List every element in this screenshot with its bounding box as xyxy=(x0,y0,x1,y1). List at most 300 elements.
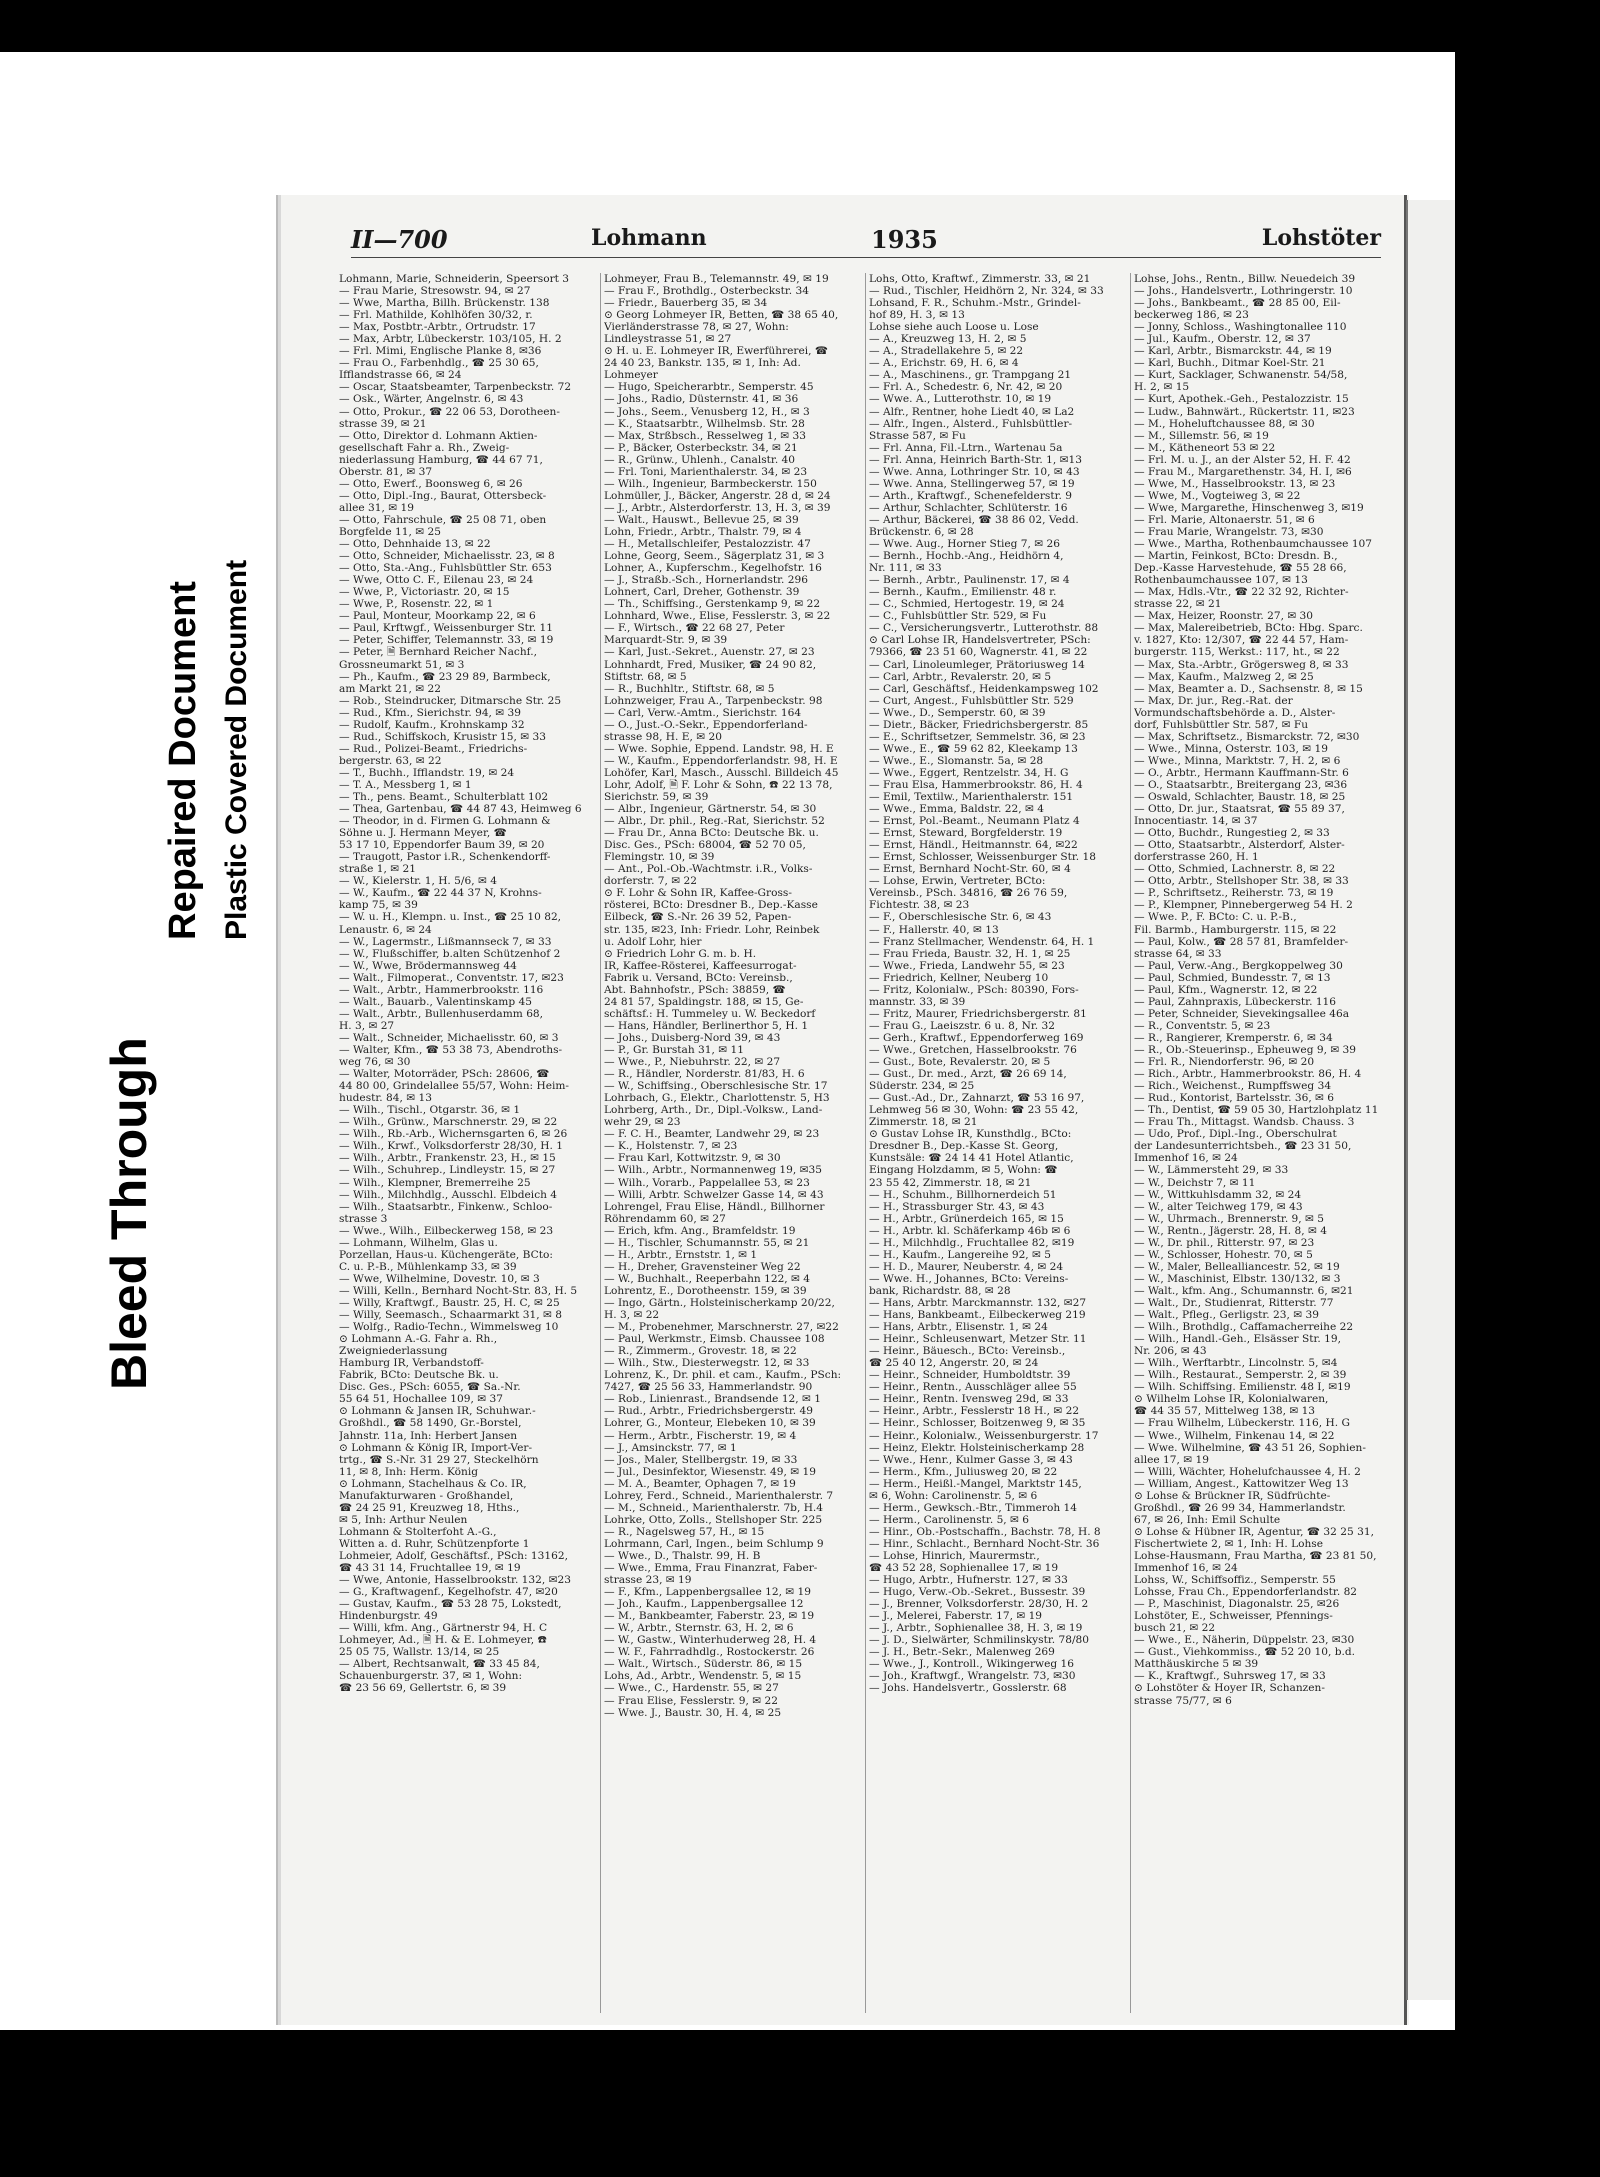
directory-entry-line: — Wolfg., Radio-Techn., Wimmelsweg 10 xyxy=(339,1321,559,1334)
directory-entry-line: — Arth., Kraftwgf., Schenefelderstr. 9 xyxy=(869,489,1072,502)
column-1 xyxy=(339,273,597,2013)
directory-entry-line: — Erich, kfm. Ang., Bramfeldstr. 19 xyxy=(604,1224,796,1237)
directory-entry-line: — Ernst, Steward, Borgfelderstr. 19 xyxy=(869,827,1063,840)
directory-entry-line: Lohse-Hausmann, Frau Martha, ☎ 23 81 50, xyxy=(1134,1549,1377,1562)
directory-entry-line: — Kurt, Sacklager, Schwanenstr. 54/58, xyxy=(1134,369,1348,382)
directory-entry-line: — W., alter Teichweg 179, ✉ 43 xyxy=(1134,1200,1303,1213)
directory-entry-line: strasse 23, ✉ 19 xyxy=(604,1574,692,1587)
directory-entry-line: ⊙ Lohmann & König IR, Import-Ver- xyxy=(339,1441,533,1454)
directory-entry-line: — Jos., Maler, Stellbergstr. 19, ✉ 33 xyxy=(604,1453,798,1466)
directory-entry-line: — Rud., Schiffskoch, Krusistr 15, ✉ 33 xyxy=(339,730,546,743)
directory-entry-line: — Otto, Buchdr., Rungestieg 2, ✉ 33 xyxy=(1134,827,1330,840)
directory-entry-line: Abt. Bahnhofstr., PSch: 38859, ☎ xyxy=(604,983,786,996)
directory-entry-line: — Frl. Toni, Marienthalerstr. 34, ✉ 23 xyxy=(604,465,808,478)
document-condition-labels xyxy=(100,400,270,1400)
directory-entry-line: Lenaustr. 6, ✉ 24 xyxy=(339,923,432,936)
directory-entry-line: — O., Just.-O.-Sekr., Eppendorferland- xyxy=(604,718,808,731)
scan-border-top xyxy=(0,0,1600,52)
directory-entry-line: — H., Arbtr. kl. Schäferkamp 46b ✉ 6 xyxy=(869,1224,1071,1237)
directory-entry-line: — Frau O., Farbenhdlg., ☎ 25 30 65, xyxy=(339,357,539,370)
directory-entry-line: — Oscar, Staatsbeamter, Tarpenbeckstr. 72 xyxy=(339,381,572,394)
directory-entry-line: Vereinsb., PSch. 34816, ☎ 26 76 59, xyxy=(869,887,1068,900)
directory-entry-line: niederlassung Hamburg, ☎ 44 67 71, xyxy=(339,453,543,466)
directory-entry-line: — Wilh., Stw., Diesterwegstr. 12, ✉ 33 xyxy=(604,1357,810,1370)
directory-entry-line: Disc. Ges., PSch: 6055, ☎ Sa.-Nr. xyxy=(339,1381,521,1394)
directory-entry-line: 53 17 10, Eppendorfer Baum 39, ✉ 20 xyxy=(339,839,545,852)
directory-entry-line: Süderstr. 234, ✉ 25 xyxy=(869,1080,975,1093)
directory-entry-line: — Wwe. A., Lutterothstr. 10, ✉ 19 xyxy=(869,393,1052,406)
directory-entry-line: — Wwe, Otto C. F., Eilenau 23, ✉ 24 xyxy=(339,574,534,587)
directory-entry-line: — G., Kraftwagenf., Kegelhofstr. 47, ✉20 xyxy=(339,1586,558,1599)
directory-entry-line: Oberstr. 81, ✉ 37 xyxy=(339,465,433,478)
directory-entry-line: schäftsf.: H. Tummeley u. W. Beckedorf xyxy=(604,1007,816,1020)
directory-entry-line: — P., Schriftsetz., Reiherstr. 73, ✉ 19 xyxy=(1134,887,1334,900)
directory-entry-line: — Albr., Ingenieur, Gärtnerstr. 54, ✉ 30 xyxy=(604,803,817,816)
directory-entry-line: — Paul, Verw.-Ang., Bergkoppelweg 30 xyxy=(1134,959,1343,972)
directory-entry-line: 24 81 57, Spaldingstr. 188, ✉ 15, Ge- xyxy=(604,995,804,1008)
directory-entry-line: — Walt., Arbtr., Hammerbrookstr. 116 xyxy=(339,983,544,996)
directory-entry-line: — Wwe, Margarethe, Hinschenweg 3, ✉19 xyxy=(1134,501,1364,514)
directory-entry-line: Lohstöter, E., Schweisser, Pfennings- xyxy=(1134,1610,1333,1623)
directory-entry-line: Lohnert, Carl, Dreher, Gothenstr. 39 xyxy=(604,586,800,599)
directory-entry-line: Hindenburgstr. 49 xyxy=(339,1610,438,1623)
directory-entry-line: Porzellan, Haus-u. Küchengeräte, BCto: xyxy=(339,1248,553,1261)
directory-entry-line: — Rob., Linienrast., Brandsende 12, ✉ 1 xyxy=(604,1393,822,1406)
directory-entry-line: — H., Kaufm., Langereihe 92, ✉ 5 xyxy=(869,1248,1052,1261)
scan-border-bottom xyxy=(0,2030,1600,2177)
directory-entry-line: — Frau G., Laeiszstr. 6 u. 8, Nr. 32 xyxy=(869,1019,1055,1032)
directory-entry-line: Rothenbaumchaussee 107, ✉ 13 xyxy=(1134,574,1308,587)
directory-entry-line: — Heinr., Rentn., Ausschläger allee 55 xyxy=(869,1381,1077,1394)
directory-entry-line: Immenhof 16, ✉ 24 xyxy=(1134,1562,1238,1575)
directory-entry-line: Marquardt-Str. 9, ✉ 39 xyxy=(604,634,728,647)
directory-entry-line: — M., Hoheluftchaussee 88, ✉ 30 xyxy=(1134,417,1315,430)
directory-entry-line: — Wilh., Rb.-Arb., Wichernsgarten 6, ✉ 26 xyxy=(339,1128,568,1141)
directory-entry-line: ⊙ H. u. E. Lohmeyer IR, Ewerführerei, ☎ xyxy=(604,345,829,358)
directory-entry-line: — J., Arbtr., Sophienallee 38, H. 3, ✉ 19 xyxy=(869,1622,1083,1635)
directory-entry-line: — Lohse, Hinrich, Maurermstr., xyxy=(869,1549,1040,1562)
directory-entry-line: — Willy, Seemasch., Schaarmarkt 31, ✉ 8 xyxy=(339,1309,562,1322)
directory-entry-line: — Wwe., Eggert, Rentzelstr. 34, H. G xyxy=(869,766,1069,779)
directory-entry-line: Fil. Barmb., Hamburgerstr. 115, ✉ 22 xyxy=(1134,923,1337,936)
directory-entry-line: — Walt., Filmoperat., Conventstr. 17, ✉23 xyxy=(339,971,564,984)
directory-entry-line: — M. A., Beamter, Ophagen 7, ✉ 19 xyxy=(604,1477,796,1490)
directory-entry-line: — M., Probenehmer, Marschnerstr. 27, ✉22 xyxy=(604,1321,839,1334)
directory-entry-line: — W., Lämmersteht 29, ✉ 33 xyxy=(1134,1164,1289,1177)
directory-entry-line: — Otto, Prokur., ☎ 22 06 53, Dorotheen- xyxy=(339,405,560,418)
directory-entry-line: burgerstr. 115, Werkst.: 117, ht., ✉ 22 xyxy=(1134,646,1340,659)
directory-entry-line: Eilbeck, ☎ S.-Nr. 26 39 52, Papen- xyxy=(604,911,792,924)
directory-entry-line: ⊙ Lohstöter & Hoyer IR, Schanzen- xyxy=(1134,1682,1325,1695)
directory-entry-line: — A., Maschinens., gr. Trampgang 21 xyxy=(869,369,1072,382)
column-divider xyxy=(865,273,866,2013)
directory-entry-line: — Max, Postbtr.-Arbtr., Ortrudstr. 17 xyxy=(339,321,536,334)
directory-entry-line: H. 2, ✉ 15 xyxy=(1134,381,1190,394)
directory-entry-line: — Paul, Krftwgf., Weissenburger Str. 11 xyxy=(339,622,553,635)
directory-entry-line: Großhdl., ☎ 26 99 34, Hammerlandstr. xyxy=(1134,1501,1346,1514)
directory-entry-line: — Ludw., Bahnwärt., Rückertstr. 11, ✉23 xyxy=(1134,405,1355,418)
column-2 xyxy=(604,273,862,2013)
directory-entry-line: — Ant., Pol.-Ob.-Wachtmstr. i.R., Volks- xyxy=(604,863,813,876)
directory-entry-line: — Th., pens. Beamt., Schulterblatt 102 xyxy=(339,791,549,804)
directory-entry-line: — Wilh., Restaurat., Semperstr. 2, ✉ 39 xyxy=(1134,1369,1347,1382)
directory-entry-line: — Wilh., Milchhdlg., Ausschl. Elbdeich 4 xyxy=(339,1188,558,1201)
directory-entry-line: ⊙ Friedrich Lohr G. m. b. H. xyxy=(604,947,757,960)
directory-entry-line: rösterei, BCto: Dresdner B., Dep.-Kasse xyxy=(604,899,818,912)
directory-entry-line: ☎ 44 35 57, Mittelweg 138, ✉ 13 xyxy=(1134,1405,1316,1418)
directory-entry-line: — Otto, Ewerf., Boonsweg 6, ✉ 26 xyxy=(339,477,523,490)
directory-entry-line: — Wwe., E., Näherin, Düppelstr. 23, ✉30 xyxy=(1134,1634,1355,1647)
directory-entry-line: — Ernst, Händl., Heitmannstr. 64, ✉22 xyxy=(869,839,1078,852)
directory-entry-line: — Thea, Gartenbau, ☎ 44 87 43, Heimweg 6 xyxy=(339,803,582,816)
directory-entry-line: Lohrer, G., Monteur, Elebeken 10, ✉ 39 xyxy=(604,1417,816,1430)
directory-entry-line: — W., Uhrmach., Brennerstr. 9, ✉ 5 xyxy=(1134,1212,1325,1225)
directory-entry-line: — Oswald, Schlachter, Baustr. 18, ✉ 25 xyxy=(1134,791,1346,804)
directory-entry-line: — Wilh., Schuhrep., Lindleystr. 15, ✉ 27 xyxy=(339,1164,556,1177)
directory-entry-line: — Frl. A., Schedestr. 6, Nr. 42, ✉ 20 xyxy=(869,381,1063,394)
directory-entry-line: ☎ 43 31 14, Fruchtallee 19, ✉ 19 xyxy=(339,1562,521,1575)
directory-entry-line: — Arthur, Bäckerei, ☎ 38 86 02, Vedd. xyxy=(869,513,1079,526)
directory-entry-line: Nr. 111, ✉ 33 xyxy=(869,562,942,575)
directory-entry-line: — Otto, Staatsarbtr., Alsterdorf, Alster- xyxy=(1134,839,1345,852)
entry-columns xyxy=(339,273,1399,2013)
directory-entry-line: — Th., Schiffsing., Gerstenkamp 9, ✉ 22 xyxy=(604,598,821,611)
directory-entry-line: — W., Deichstr 7, ✉ 11 xyxy=(1134,1176,1256,1189)
directory-entry-line: strasse 98, H. E, ✉ 20 xyxy=(604,730,722,743)
directory-entry-line: — Walt., Schneider, Michaelisstr. 60, ✉ 3 xyxy=(339,1031,559,1044)
directory-entry-line: — Karl, Arbtr., Bismarckstr. 44, ✉ 19 xyxy=(1134,345,1332,358)
directory-entry-line: — Herm., Arbtr., Fischerstr. 19, ✉ 4 xyxy=(604,1429,797,1442)
directory-entry-line: — W., Maschinist, Elbstr. 130/132, ✉ 3 xyxy=(1134,1272,1341,1285)
directory-entry-line: — Lohmann, Wilhelm, Glas u. xyxy=(339,1236,498,1249)
directory-entry-line: — Wwe., Emma, Frau Finanzrat, Faber- xyxy=(604,1562,818,1575)
directory-entry-line: — Wilh., Ingenieur, Barmbeckerstr. 150 xyxy=(604,477,817,490)
directory-entry-line: — Johs., Seem., Venusberg 12, H., ✉ 3 xyxy=(604,405,810,418)
directory-entry-line: — Bernh., Kaufm., Emilienstr. 48 r. xyxy=(869,586,1057,599)
directory-entry-line: bank, Richardstr. 88, ✉ 28 xyxy=(869,1284,1011,1297)
directory-entry-line: Stiftstr. 68, ✉ 5 xyxy=(604,670,687,683)
directory-entry-line: — H., Tischler, Schumannstr. 55, ✉ 21 xyxy=(604,1236,810,1249)
directory-entry-line: — Wwe. Anna, Stellingerweg 57, ✉ 19 xyxy=(869,477,1075,490)
directory-entry-line: kamp 75, ✉ 39 xyxy=(339,899,418,912)
directory-entry-line: Lohmann, Marie, Schneiderin, Speersort 3 xyxy=(339,273,570,285)
directory-entry-line: — Walt., Hauswt., Bellevue 25, ✉ 39 xyxy=(604,513,799,526)
directory-entry-line: C. u. P.-B., Mühlenkamp 33, ✉ 39 xyxy=(339,1260,517,1273)
directory-entry-line: — Max, Beamter a. D., Sachsenstr. 8, ✉ 15 xyxy=(1134,682,1363,695)
directory-entry-line: — Heinr., Schleusenwart, Metzer Str. 11 xyxy=(869,1333,1087,1346)
directory-entry-line: — Otto, Dr. jur., Staatsrat, ☎ 55 89 37, xyxy=(1134,803,1345,816)
directory-entry-line: — Heinr., Arbtr., Fesslerstr 18 H., ✉ 22 xyxy=(869,1405,1080,1418)
directory-entry-line: — W., Wittkuhlsdamm 32, ✉ 24 xyxy=(1134,1188,1302,1201)
directory-entry-line: — Max, Strßbsch., Resselweg 1, ✉ 33 xyxy=(604,429,807,442)
directory-entry-line: — Wwe., Gretchen, Hasselbrookstr. 76 xyxy=(869,1044,1077,1056)
directory-entry-line: Söhne u. J. Hermann Meyer, ☎ xyxy=(339,827,507,840)
directory-entry-line: Lohmeyer, Frau B., Telemannstr. 49, ✉ 19 xyxy=(604,273,829,285)
directory-entry-line: ✉ 6, Wohn: Carolinenstr. 5, ✉ 6 xyxy=(869,1489,1038,1502)
directory-entry-line: Kunstsäle: ☎ 24 14 41 Hotel Atlantic, xyxy=(869,1152,1074,1165)
directory-entry-line: — Gust., Bote, Revalerstr. 20, ✉ 5 xyxy=(869,1056,1051,1069)
directory-entry-line: — Albert, Rechtsanwalt, ☎ 33 45 84, xyxy=(339,1658,540,1671)
directory-entry-line: ☎ 43 52 28, Sophienallee 17, ✉ 19 xyxy=(869,1562,1059,1575)
directory-entry-line: gesellschaft Fahr a. Rh., Zweig- xyxy=(339,441,510,454)
directory-entry-line: — Udo, Prof., Dipl.-Ing., Oberschulrat xyxy=(1134,1128,1337,1141)
directory-entry-line: — C., Fuhlsbüttler Str. 529, ✉ Fu xyxy=(869,610,1047,623)
directory-entry-line: bergerstr. 63, ✉ 22 xyxy=(339,754,442,767)
directory-entry-line: — W., Schlosser, Hohestr. 70, ✉ 5 xyxy=(1134,1248,1313,1261)
directory-entry-line: ⊙ Gustav Lohse IR, Kunsthdlg., BCto: xyxy=(869,1128,1072,1141)
directory-entry-line: 67, ✉ 26, Inh: Emil Schulte xyxy=(1134,1513,1281,1526)
directory-entry-line: Innocentiastr. 14, ✉ 37 xyxy=(1134,815,1258,828)
directory-entry-line: — Wwe. Anna, Lothringer Str. 10, ✉ 43 xyxy=(869,465,1080,478)
directory-entry-line: Witten a. d. Ruhr, Schützenpforte 1 xyxy=(339,1537,530,1550)
directory-entry-line: Eingang Holzdamm, ✉ 5, Wohn: ☎ xyxy=(869,1164,1058,1177)
directory-entry-line: — Wilh., Vorarb., Pappelallee 53, ✉ 23 xyxy=(604,1176,810,1189)
directory-entry-line: Dep.-Kasse Harvestehude, ☎ 55 28 66, xyxy=(1134,562,1347,575)
directory-entry-line: Lohrengel, Frau Elise, Händl., Billhorner xyxy=(604,1200,825,1213)
directory-entry-line: — Theodor, in d. Firmen G. Lohmann & xyxy=(339,815,551,828)
directory-entry-line: — F., Kfm., Lappenbergsallee 12, ✉ 19 xyxy=(604,1586,812,1599)
directory-entry-line: — Otto, Dehnhaide 13, ✉ 22 xyxy=(339,538,491,551)
directory-entry-line: — Bernh., Hochb.-Ang., Heidhörn 4, xyxy=(869,550,1064,563)
directory-entry-line: — Heinr., Kolonialw., Weissenburgerstr. 17 xyxy=(869,1429,1099,1442)
directory-entry-line: Lohs, Otto, Kraftwf., Zimmerstr. 33, ✉ 21 xyxy=(869,273,1091,285)
directory-entry-line: — H., Milchhdlg., Fruchtallee 82, ✉19 xyxy=(869,1236,1075,1249)
directory-entry-line: strasse 75/77, ✉ 6 xyxy=(1134,1694,1232,1707)
directory-entry-line: Lohmeyer, Ad., 🗎 H. & E. Lohmeyer, ☎ xyxy=(339,1634,547,1647)
directory-entry-line: H. 3, ✉ 27 xyxy=(339,1019,395,1032)
directory-entry-line: — W. F., Fahrradhdlg., Rostockerstr. 26 xyxy=(604,1646,815,1659)
directory-entry-line: — Heinr., Rentn. Ivensweg 29d, ✉ 33 xyxy=(869,1393,1069,1406)
directory-entry-line: — Wwe, Martha, Billh. Brückenstr. 138 xyxy=(339,297,550,310)
directory-entry-line: — Carl, Arbtr., Revalerstr. 20, ✉ 5 xyxy=(869,670,1052,683)
directory-entry-line: ⊙ Lohse & Brückner IR, Südfrüchte- xyxy=(1134,1489,1331,1502)
directory-entry-line: Disc. Ges., PSch: 68004, ☎ 52 70 05, xyxy=(604,839,806,852)
directory-entry-line: — Frl. Mathilde, Kohlhöfen 30/32, r. xyxy=(339,309,533,322)
directory-entry-line: — Hinr., Ob.-Postschaffn., Bachstr. 78, H. 8 xyxy=(869,1525,1101,1538)
directory-entry-line: — P., Bäcker, Osterbeckstr. 34, ✉ 21 xyxy=(604,441,798,454)
directory-entry-line: — P., Gr. Burstah 31, ✉ 11 xyxy=(604,1044,744,1056)
directory-entry-line: ☎ 24 25 91, Kreuzweg 18, Hths., xyxy=(339,1501,520,1514)
directory-entry-line: — Heinr., Schneider, Humboldtstr. 39 xyxy=(869,1369,1071,1382)
directory-entry-line: — Frau Karl, Kottwitzstr. 9, ✉ 30 xyxy=(604,1152,781,1165)
directory-entry-line: — Gustav, Kaufm., ☎ 53 28 75, Lokstedt, xyxy=(339,1598,562,1611)
directory-entry-line: — Heinr., Bäuesch., BCto: Vereinsb., xyxy=(869,1345,1066,1358)
directory-entry-line: Fabrik, BCto: Deutsche Bk. u. xyxy=(339,1369,499,1382)
directory-entry-line: Schauenburgerstr. 37, ✉ 1, Wohn: xyxy=(339,1670,523,1683)
directory-entry-line: — Walt., kfm. Ang., Schumannstr. 6, ✉21 xyxy=(1134,1284,1354,1297)
directory-entry-line: Lohss, W., Schiffsoffiz., Semperstr. 55 xyxy=(1134,1574,1336,1587)
directory-entry-line: — Max, Sta.-Arbtr., Grögersweg 8, ✉ 33 xyxy=(1134,658,1349,671)
directory-entry-line: — Heinr., Schlosser, Boitzenweg 9, ✉ 35 xyxy=(869,1417,1086,1430)
directory-entry-line: — Wwe. P., F. BCto: C. u. P.-B., xyxy=(1134,911,1297,924)
directory-entry-line: Ifflandstrasse 66, ✉ 24 xyxy=(339,369,462,382)
directory-entry-line: — Ernst, Bernhard Nocht-Str. 60, ✉ 4 xyxy=(869,863,1071,876)
directory-entry-line: ⊙ F. Lohr & Sohn IR, Kaffee-Gross- xyxy=(604,887,792,900)
directory-entry-line: Lohrbach, G., Elektr., Charlottenstr. 5, H3 xyxy=(604,1092,830,1105)
directory-entry-line: — H., Strassburger Str. 43, ✉ 43 xyxy=(869,1200,1045,1213)
directory-entry-line: — Wwe., P., Niebuhrstr. 22, ✉ 27 xyxy=(604,1056,781,1069)
directory-entry-line: — Otto, Arbtr., Stellshoper Str. 38, ✉ 33 xyxy=(1134,875,1349,888)
directory-entry-line: — Walter, Kfm., ☎ 53 38 73, Abendroths- xyxy=(339,1044,563,1056)
directory-entry-line: — Heinz, Elektr. Holsteinischerkamp 28 xyxy=(869,1441,1085,1454)
last-entry-name: Lohstöter xyxy=(1261,225,1381,251)
directory-entry-line: Lohrey, Ferd., Schneid., Marienthalerstr. 7 xyxy=(604,1489,834,1502)
directory-entry-line: — Karl, Just.-Sekret., Auenstr. 27, ✉ 23 xyxy=(604,646,815,659)
directory-entry-line: Lohmann & Stolterfoht A.-G., xyxy=(339,1525,497,1538)
directory-entry-line: — Hans, Händler, Berlinerthor 5, H. 1 xyxy=(604,1019,809,1032)
directory-entry-line: — Kurt, Apothek.-Geh., Pestalozzistr. 15 xyxy=(1134,393,1349,406)
directory-entry-line: — Fritz, Kolonialw., PSch: 80390, Fors- xyxy=(869,983,1079,996)
directory-entry-line: — K., Holstenstr. 7, ✉ 23 xyxy=(604,1140,738,1153)
directory-entry-line: — Wwe., E., Slomanstr. 5a, ✉ 28 xyxy=(869,754,1044,767)
directory-entry-line: trtg., ☎ S.-Nr. 31 29 27, Steckelhörn xyxy=(339,1453,539,1466)
directory-entry-line: — T. A., Messberg 1, ✉ 1 xyxy=(339,778,472,791)
directory-entry-line: — Wwe, P., Victoriastr. 20, ✉ 15 xyxy=(339,586,510,599)
directory-entry-line: — M., Bankbeamter, Faberstr. 23, ✉ 19 xyxy=(604,1610,815,1623)
directory-entry-line: — Wwe., Wilhelm, Finkenau 14, ✉ 22 xyxy=(1134,1429,1335,1442)
directory-entry-line: — T., Buchh., Ifflandstr. 19, ✉ 24 xyxy=(339,766,515,779)
directory-entry-line: — C., Schmied, Hertogestr. 19, ✉ 24 xyxy=(869,598,1065,611)
directory-entry-line: — Rob., Steindrucker, Ditmarsche Str. 25 xyxy=(339,694,562,707)
directory-entry-line: ⊙ Lohse & Hübner IR, Agentur, ☎ 32 25 31, xyxy=(1134,1525,1374,1538)
directory-entry-line: — Hugo, Speicherarbtr., Semperstr. 45 xyxy=(604,381,814,394)
directory-entry-line: — R., Händler, Norderstr. 81/83, H. 6 xyxy=(604,1068,805,1081)
directory-entry-line: — C., Versicherungsvertr., Lutterothstr. 88 xyxy=(869,622,1099,635)
directory-entry-line: — Friedrich, Kellner, Neuberg 10 xyxy=(869,971,1049,984)
directory-entry-line: — W., Schiffsing., Oberschlesische Str. 17 xyxy=(604,1080,828,1093)
directory-entry-line: — Frau Dr., Anna BCto: Deutsche Bk. u. xyxy=(604,827,819,840)
directory-entry-line: — Herm., Carolinenstr. 5, ✉ 6 xyxy=(869,1513,1030,1526)
directory-entry-line: — Frl. R., Niendorferstr. 96, ✉ 20 xyxy=(1134,1056,1315,1069)
directory-entry-line: mannstr. 33, ✉ 39 xyxy=(869,995,966,1008)
directory-entry-line: — Johs. Handelsvertr., Gosslerstr. 68 xyxy=(869,1682,1067,1695)
directory-entry-line: dorf, Fuhlsbüttler Str. 587, ✉ Fu xyxy=(1134,718,1309,731)
directory-entry-line: — Wwe., Martha, Rothenbaumchaussee 107 xyxy=(1134,538,1373,551)
directory-entry-line: — Wwe., Minna, Osterstr. 103, ✉ 19 xyxy=(1134,742,1328,755)
directory-entry-line: — M., Kätheneort 53 ✉ 22 xyxy=(1134,441,1276,454)
directory-entry-line: Lohse, Johs., Rentn., Billw. Neuedeich 39 xyxy=(1134,273,1356,285)
directory-entry-line: — Wilh., Arbtr., Frankenstr. 23, H., ✉ 15 xyxy=(339,1152,556,1165)
directory-entry-line: — F., Oberschlesische Str. 6, ✉ 43 xyxy=(869,911,1052,924)
directory-entry-line: — H., Arbtr., Ernststr. 1, ✉ 1 xyxy=(604,1248,758,1261)
scan-border-right xyxy=(1455,52,1600,2030)
directory-entry-line: — Arthur, Schlachter, Schlüterstr. 16 xyxy=(869,501,1068,514)
directory-entry-line: — Wwe, P., Rosenstr. 22, ✉ 1 xyxy=(339,598,494,611)
directory-entry-line: — Wwe., Frieda, Landwehr 55, ✉ 23 xyxy=(869,959,1065,972)
directory-entry-line: — W., Kaufm., ☎ 22 44 37 N, Krohns- xyxy=(339,887,542,900)
directory-entry-line: — H., Schuhm., Billhornerdeich 51 xyxy=(869,1188,1057,1201)
directory-entry-line: — M., Sillemstr. 56, ✉ 19 xyxy=(1134,429,1269,442)
directory-entry-line: Nr. 206, ✉ 43 xyxy=(1134,1345,1207,1358)
directory-entry-line: Zweigniederlassung xyxy=(339,1345,448,1358)
directory-entry-line: — Rud., Tischler, Heidhörn 2, Nr. 324, ✉ 33 xyxy=(869,285,1104,298)
directory-entry-line: Lohmüller, J., Bäcker, Angerstr. 28 d, ✉ 24 xyxy=(604,489,831,502)
directory-entry-line: — W., Maler, Bellealliancestr. 52, ✉ 19 xyxy=(1134,1260,1340,1273)
directory-entry-line: Lohsse, Frau Ch., Eppendorferlandstr. 82 xyxy=(1134,1586,1358,1599)
directory-entry-line: — F., Hallerstr. 40, ✉ 13 xyxy=(869,923,999,936)
directory-entry-line: — R., Rangierer, Kremperstr. 6, ✉ 34 xyxy=(1134,1031,1333,1044)
directory-entry-line: — W. u. H., Klempn. u. Inst., ☎ 25 10 82, xyxy=(339,911,562,924)
directory-entry-line: — Max, Schriftsetz., Bismarckstr. 72, ✉30 xyxy=(1134,730,1360,743)
directory-entry-line: — Martin, Feinkost, BCto: Dresdn. B., xyxy=(1134,550,1338,563)
directory-entry-line: Zimmerstr. 18, ✉ 21 xyxy=(869,1116,978,1129)
directory-entry-line: — K., Staatsarbtr., Wilhelmsb. Str. 28 xyxy=(604,417,805,430)
directory-entry-line: — Peter, Schiffer, Telemannstr. 33, ✉ 19 xyxy=(339,634,554,647)
directory-entry-line: 79366, ☎ 23 51 60, Wagnerstr. 41, ✉ 22 xyxy=(869,646,1088,659)
directory-entry-line: — J., Straßb.-Sch., Hornerlandstr. 296 xyxy=(604,574,808,587)
directory-entry-line: 24 40 23, Bankstr. 135, ✉ 1, Inh: Ad. xyxy=(604,357,801,370)
directory-entry-line: Lohne, Georg, Seem., Sägerplatz 31, ✉ 3 xyxy=(604,550,825,563)
directory-entry-line: — Hugo, Arbtr., Hufnerstr. 127, ✉ 33 xyxy=(869,1574,1068,1587)
label-repaired-document: Repaired Document xyxy=(162,581,204,940)
directory-entry-line: Flemingstr. 10, ✉ 39 xyxy=(604,851,715,864)
directory-entry-line: wehr 29, ✉ 23 xyxy=(604,1116,681,1129)
directory-entry-line: Lohr, Adolf, 🗎 F. Lohr & Sohn, ☎ 22 13 78, xyxy=(604,778,833,791)
directory-entry-line: Hamburg IR, Verbandstoff- xyxy=(339,1357,484,1370)
directory-entry-line: — Lohse, Erwin, Vertreter, BCto: xyxy=(869,875,1046,888)
directory-entry-line: Matthäuskirche 5 ✉ 39 xyxy=(1134,1658,1259,1671)
directory-entry-line: Sierichstr. 59, ✉ 39 xyxy=(604,791,709,804)
directory-entry-line: — Albr., Dr. phil., Reg.-Rat, Sierichstr. 52 xyxy=(604,815,825,828)
directory-entry-line: — Curt, Angest., Fuhlsbüttler Str. 529 xyxy=(869,694,1074,707)
directory-entry-line: — Th., Dentist, ☎ 59 05 30, Hartzlohplatz 11 xyxy=(1134,1104,1379,1117)
directory-entry-line: — Wwe. Wilhelmine, ☎ 43 51 26, Sophien- xyxy=(1134,1441,1366,1454)
directory-entry-line: — Rich., Arbtr., Hammerbrookstr. 86, H. 4 xyxy=(1134,1068,1362,1081)
directory-entry-line: — R., Grünw., Uhlenh., Canalstr. 40 xyxy=(604,453,796,466)
directory-entry-line: — Bernh., Arbtr., Paulinenstr. 17, ✉ 4 xyxy=(869,574,1070,587)
directory-entry-line: — Dietr., Bäcker, Friedrichsbergerstr. 85 xyxy=(869,718,1089,731)
directory-entry-line: — W., Lagermstr., Lißmannseck 7, ✉ 33 xyxy=(339,935,552,948)
directory-entry-line: — Frau Elise, Fesslerstr. 9, ✉ 22 xyxy=(604,1694,778,1707)
directory-entry-line: — Frau Frieda, Baustr. 32, H. 1, ✉ 25 xyxy=(869,947,1071,960)
directory-entry-line: Lohrenz, K., Dr. phil. et cam., Kaufm., PSch: xyxy=(604,1369,842,1382)
directory-entry-line: — Paul, Kfm., Wagnerstr. 12, ✉ 22 xyxy=(1134,983,1318,996)
directory-entry-line: — Wwe., Henr., Kulmer Gasse 3, ✉ 43 xyxy=(869,1453,1073,1466)
directory-entry-line: — Wwe., Emma, Baldstr. 22, ✉ 4 xyxy=(869,803,1044,816)
directory-entry-line: — Paul, Werkmstr., Eimsb. Chaussee 108 xyxy=(604,1333,825,1346)
directory-entry-line: — Frau Marie, Stresowstr. 94, ✉ 27 xyxy=(339,285,531,298)
directory-entry-line: — Wwe, M., Hasselbrookstr. 13, ✉ 23 xyxy=(1134,477,1336,490)
directory-entry-line: — A., Stradellakehre 5, ✉ 22 xyxy=(869,345,1024,358)
directory-entry-line: — Johs., Handelsvertr., Lothringerstr. 10 xyxy=(1134,285,1353,298)
directory-entry-line: Fichtestr. 38, ✉ 23 xyxy=(869,899,970,912)
directory-entry-line: — Frl. M. u. J., an der Alster 52, H. F. 42 xyxy=(1134,453,1351,466)
directory-entry-line: ⊙ Wilhelm Lohse IR, Kolonialwaren, xyxy=(1134,1393,1329,1406)
directory-entry-line: — P., Maschinist, Diagonalstr. 25, ✉26 xyxy=(1134,1598,1340,1611)
directory-entry-line: H. 3, ✉ 22 xyxy=(604,1309,660,1322)
directory-entry-line: — Willi, Kelln., Bernhard Nocht-Str. 83, H. 5 xyxy=(339,1284,578,1297)
directory-entry-line: — Max, Dr. jur., Reg.-Rat. der xyxy=(1134,694,1293,707)
directory-entry-line: — Max, Heizer, Roonstr. 27, ✉ 30 xyxy=(1134,610,1314,623)
directory-entry-line: Lindleystrasse 51, ✉ 27 xyxy=(604,333,732,346)
directory-entry-line: — Alfr., Rentner, hohe Liedt 40, ✉ La2 xyxy=(869,405,1075,418)
directory-entry-line: — R., Zimmerm., Grovestr. 18, ✉ 22 xyxy=(604,1345,797,1358)
directory-entry-line: Lohöfer, Karl, Masch., Ausschl. Billdeich 45 xyxy=(604,766,839,779)
directory-entry-line: — K., Kraftwgf., Suhrsweg 17, ✉ 33 xyxy=(1134,1670,1326,1683)
directory-entry-line: — Max, Malereibetrieb, BCto: Hbg. Sparc. xyxy=(1134,622,1363,635)
directory-entry-line: — Jul., Desinfektor, Wiesenstr. 49, ✉ 19 xyxy=(604,1465,816,1478)
directory-entry-line: ⊙ Lohmann A.-G. Fahr a. Rh., xyxy=(339,1333,498,1346)
directory-entry-line: — A., Kreuzweg 13, H. 2, ✉ 5 xyxy=(869,333,1027,346)
directory-entry-line: — Gust., Viehkommiss., ☎ 52 20 10, b.d. xyxy=(1134,1646,1356,1659)
directory-entry-line: — Paul, Kolw., ☎ 28 57 81, Bramfelder- xyxy=(1134,935,1349,948)
directory-entry-line: — Wilh., Staatsarbtr., Finkenw., Schloo- xyxy=(339,1200,553,1213)
directory-entry-line: — Paul, Schmied, Bundesstr. 7, ✉ 13 xyxy=(1134,971,1331,984)
directory-entry-line: — Max, Kaufm., Malzweg 2, ✉ 25 xyxy=(1134,670,1314,683)
directory-entry-line: — Gust.-Ad., Dr., Zahnarzt, ☎ 53 16 97, xyxy=(869,1092,1085,1105)
directory-entry-line: Vormundschaftsbehörde a. D., Alster- xyxy=(1134,706,1336,719)
directory-entry-line: — Osk., Wärter, Angelnstr. 6, ✉ 43 xyxy=(339,393,524,406)
